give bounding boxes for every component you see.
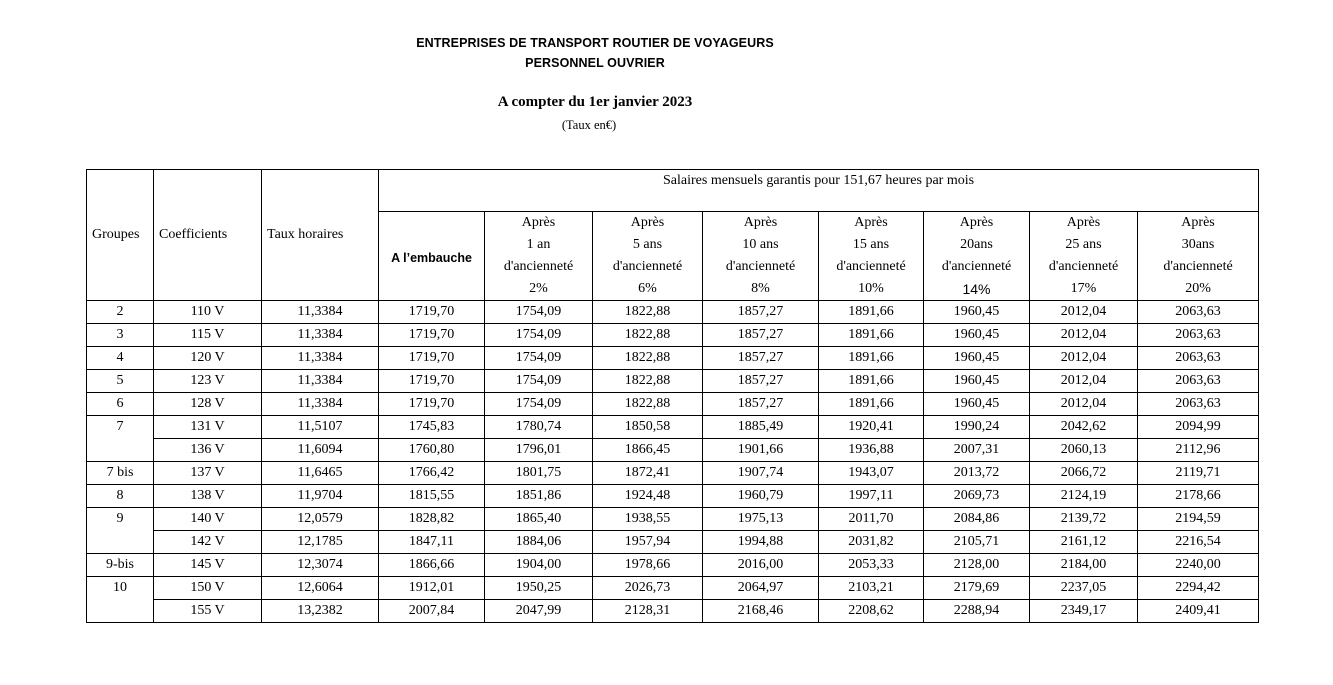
cell-groupe: 7 bis (87, 462, 154, 485)
header-step-apres: Après (593, 212, 703, 235)
cell-salaire-anciennete: 2042,62 (1030, 416, 1138, 439)
table-row (87, 508, 1259, 531)
salary-table-body (87, 301, 1259, 623)
cell-groupe: 9 (87, 508, 154, 531)
header-step-apres: Après (1030, 212, 1138, 235)
header-step-duration: 15 ans (819, 234, 924, 256)
salary-table (86, 169, 1259, 623)
header-step-percent: 8% (703, 278, 819, 301)
cell-salaire-anciennete: 1822,88 (593, 393, 703, 416)
cell-salaire-embauche: 1719,70 (379, 347, 485, 370)
cell-salaire-anciennete: 2128,00 (924, 554, 1030, 577)
cell-salaire-anciennete: 2012,04 (1030, 301, 1138, 324)
header-step-duration: 1 an (485, 234, 593, 256)
table-row (87, 462, 1259, 485)
cell-salaire-embauche: 1828,82 (379, 508, 485, 531)
header-step-anciennete: d'ancienneté (485, 256, 593, 278)
cell-salaire-anciennete: 1924,48 (593, 485, 703, 508)
cell-salaire-anciennete: 1754,09 (485, 301, 593, 324)
cell-salaire-embauche: 1760,80 (379, 439, 485, 462)
header-step-apres: Après (924, 212, 1030, 235)
effective-date-heading: A compter du 1er janvier 2023 (497, 94, 693, 110)
table-row (87, 347, 1259, 370)
cell-salaire-anciennete: 1754,09 (485, 347, 593, 370)
cell-salaire-anciennete: 2178,66 (1138, 485, 1259, 508)
document-subtitle: PERSONNEL OUVRIER (525, 56, 665, 70)
cell-salaire-anciennete: 1960,45 (924, 324, 1030, 347)
header-step-apres: Après (485, 212, 593, 235)
cell-groupe: 3 (87, 324, 154, 347)
cell-salaire-anciennete: 1891,66 (819, 301, 924, 324)
cell-salaire-anciennete: 2139,72 (1030, 508, 1138, 531)
cell-taux-horaire: 11,5107 (262, 416, 379, 439)
table-row (87, 416, 1259, 439)
cell-salaire-anciennete: 1857,27 (703, 324, 819, 347)
cell-groupe: 10 (87, 577, 154, 600)
cell-salaire-anciennete: 1990,24 (924, 416, 1030, 439)
cell-coefficient: 136 V (154, 439, 262, 462)
cell-taux-horaire: 12,6064 (262, 577, 379, 600)
cell-salaire-anciennete: 2128,31 (593, 600, 703, 623)
cell-salaire-anciennete: 2112,96 (1138, 439, 1259, 462)
cell-salaire-anciennete: 1857,27 (703, 301, 819, 324)
cell-salaire-anciennete: 2194,59 (1138, 508, 1259, 531)
cell-salaire-anciennete: 2288,94 (924, 600, 1030, 623)
cell-groupe (87, 439, 154, 462)
cell-salaire-anciennete: 2168,46 (703, 600, 819, 623)
cell-salaire-anciennete: 1754,09 (485, 324, 593, 347)
cell-salaire-anciennete: 2063,63 (1138, 370, 1259, 393)
cell-groupe: 9-bis (87, 554, 154, 577)
cell-groupe: 8 (87, 485, 154, 508)
cell-salaire-anciennete: 2066,72 (1030, 462, 1138, 485)
cell-salaire-anciennete: 2294,42 (1138, 577, 1259, 600)
cell-coefficient: 137 V (154, 462, 262, 485)
document-title: ENTREPRISES DE TRANSPORT ROUTIER DE VOYAGEURS (416, 36, 774, 50)
cell-taux-horaire: 12,3074 (262, 554, 379, 577)
cell-salaire-anciennete: 1872,41 (593, 462, 703, 485)
header-step-duration: 30ans (1138, 234, 1259, 256)
cell-salaire-embauche: 1719,70 (379, 393, 485, 416)
cell-salaire-anciennete: 2011,70 (819, 508, 924, 531)
cell-coefficient: 110 V (154, 301, 262, 324)
table-row (87, 554, 1259, 577)
cell-salaire-anciennete: 1822,88 (593, 370, 703, 393)
cell-salaire-anciennete: 1960,45 (924, 301, 1030, 324)
cell-salaire-anciennete: 1975,13 (703, 508, 819, 531)
cell-taux-horaire: 12,0579 (262, 508, 379, 531)
cell-salaire-embauche: 1719,70 (379, 370, 485, 393)
cell-salaire-anciennete: 1754,09 (485, 393, 593, 416)
cell-salaire-anciennete: 1857,27 (703, 347, 819, 370)
table-row (87, 301, 1259, 324)
cell-salaire-anciennete: 2161,12 (1030, 531, 1138, 554)
cell-salaire-anciennete: 1865,40 (485, 508, 593, 531)
cell-taux-horaire: 11,3384 (262, 370, 379, 393)
cell-salaire-anciennete: 2237,05 (1030, 577, 1138, 600)
header-taux-horaires: Taux horaires (262, 170, 379, 301)
cell-salaire-anciennete: 2084,86 (924, 508, 1030, 531)
cell-salaire-anciennete: 2026,73 (593, 577, 703, 600)
header-step-anciennete: d'ancienneté (819, 256, 924, 278)
cell-taux-horaire: 11,6094 (262, 439, 379, 462)
cell-salaire-anciennete: 2060,13 (1030, 439, 1138, 462)
cell-taux-horaire: 11,6465 (262, 462, 379, 485)
cell-salaire-anciennete: 2349,17 (1030, 600, 1138, 623)
cell-salaire-anciennete: 1950,25 (485, 577, 593, 600)
cell-salaire-anciennete: 1851,86 (485, 485, 593, 508)
cell-salaire-anciennete: 1943,07 (819, 462, 924, 485)
cell-coefficient: 131 V (154, 416, 262, 439)
cell-groupe: 4 (87, 347, 154, 370)
cell-salaire-anciennete: 2240,00 (1138, 554, 1259, 577)
table-row (87, 324, 1259, 347)
cell-salaire-anciennete: 2105,71 (924, 531, 1030, 554)
cell-taux-horaire: 11,3384 (262, 301, 379, 324)
cell-salaire-anciennete: 2063,63 (1138, 301, 1259, 324)
cell-salaire-anciennete: 1960,45 (924, 347, 1030, 370)
cell-salaire-anciennete: 2012,04 (1030, 393, 1138, 416)
cell-salaire-anciennete: 2064,97 (703, 577, 819, 600)
cell-salaire-embauche: 1847,11 (379, 531, 485, 554)
cell-salaire-anciennete: 2063,63 (1138, 324, 1259, 347)
cell-salaire-anciennete: 2179,69 (924, 577, 1030, 600)
table-row (87, 439, 1259, 462)
cell-salaire-anciennete: 1822,88 (593, 324, 703, 347)
cell-salaire-anciennete: 2016,00 (703, 554, 819, 577)
cell-salaire-anciennete: 2063,63 (1138, 393, 1259, 416)
cell-salaire-anciennete: 2013,72 (924, 462, 1030, 485)
cell-salaire-anciennete: 1891,66 (819, 370, 924, 393)
cell-salaire-anciennete: 1960,79 (703, 485, 819, 508)
cell-salaire-anciennete: 1997,11 (819, 485, 924, 508)
cell-salaire-anciennete: 2047,99 (485, 600, 593, 623)
cell-salaire-anciennete: 2069,73 (924, 485, 1030, 508)
cell-salaire-embauche: 1719,70 (379, 301, 485, 324)
cell-salaire-anciennete: 2012,04 (1030, 324, 1138, 347)
cell-salaire-anciennete: 1780,74 (485, 416, 593, 439)
header-step-apres: Après (703, 212, 819, 235)
header-step-duration: 5 ans (593, 234, 703, 256)
header-step-duration: 10 ans (703, 234, 819, 256)
cell-salaire-anciennete: 1891,66 (819, 393, 924, 416)
cell-salaire-anciennete: 1904,00 (485, 554, 593, 577)
cell-salaire-embauche: 1745,83 (379, 416, 485, 439)
cell-taux-horaire: 11,9704 (262, 485, 379, 508)
cell-salaire-anciennete: 2053,33 (819, 554, 924, 577)
cell-coefficient: 140 V (154, 508, 262, 531)
cell-salaire-anciennete: 2124,19 (1030, 485, 1138, 508)
cell-salaire-anciennete: 1866,45 (593, 439, 703, 462)
cell-coefficient: 150 V (154, 577, 262, 600)
cell-salaire-anciennete: 1891,66 (819, 324, 924, 347)
table-row (87, 531, 1259, 554)
cell-salaire-anciennete: 1938,55 (593, 508, 703, 531)
header-coefficients: Coefficients (154, 170, 262, 301)
cell-salaire-anciennete: 1901,66 (703, 439, 819, 462)
header-step-duration: 20ans (924, 234, 1030, 256)
header-step-anciennete: d'ancienneté (1138, 256, 1259, 278)
cell-coefficient: 155 V (154, 600, 262, 623)
header-step-percent: 2% (485, 278, 593, 301)
cell-groupe (87, 600, 154, 623)
cell-taux-horaire: 12,1785 (262, 531, 379, 554)
header-step-duration: 25 ans (1030, 234, 1138, 256)
cell-salaire-embauche: 1912,01 (379, 577, 485, 600)
cell-salaire-anciennete: 1994,88 (703, 531, 819, 554)
cell-salaire-anciennete: 1857,27 (703, 393, 819, 416)
cell-groupe: 7 (87, 416, 154, 439)
cell-coefficient: 115 V (154, 324, 262, 347)
cell-salaire-anciennete: 1936,88 (819, 439, 924, 462)
cell-coefficient: 123 V (154, 370, 262, 393)
cell-salaire-anciennete: 1960,45 (924, 393, 1030, 416)
cell-groupe: 2 (87, 301, 154, 324)
cell-groupe (87, 531, 154, 554)
cell-taux-horaire: 11,3384 (262, 393, 379, 416)
cell-salaire-anciennete: 1957,94 (593, 531, 703, 554)
table-row (87, 577, 1259, 600)
header-step-percent: 6% (593, 278, 703, 301)
header-step-anciennete: d'ancienneté (593, 256, 703, 278)
cell-salaire-anciennete: 2031,82 (819, 531, 924, 554)
header-step-percent: 10% (819, 278, 924, 301)
cell-groupe: 5 (87, 370, 154, 393)
cell-salaire-anciennete: 2216,54 (1138, 531, 1259, 554)
cell-salaire-anciennete: 2409,41 (1138, 600, 1259, 623)
header-salary-span: Salaires mensuels garantis pour 151,67 heures par mois (379, 170, 1259, 212)
header-step-apres: Après (819, 212, 924, 235)
cell-salaire-embauche: 1866,66 (379, 554, 485, 577)
cell-coefficient: 142 V (154, 531, 262, 554)
table-row (87, 485, 1259, 508)
cell-salaire-anciennete: 1960,45 (924, 370, 1030, 393)
cell-salaire-anciennete: 1754,09 (485, 370, 593, 393)
cell-salaire-anciennete: 1885,49 (703, 416, 819, 439)
cell-taux-horaire: 11,3384 (262, 324, 379, 347)
header-embauche: A l’embauche (379, 212, 485, 301)
cell-salaire-anciennete: 1978,66 (593, 554, 703, 577)
cell-salaire-anciennete: 2094,99 (1138, 416, 1259, 439)
cell-salaire-embauche: 1815,55 (379, 485, 485, 508)
cell-coefficient: 120 V (154, 347, 262, 370)
cell-taux-horaire: 13,2382 (262, 600, 379, 623)
cell-salaire-anciennete: 2012,04 (1030, 370, 1138, 393)
cell-salaire-anciennete: 1920,41 (819, 416, 924, 439)
currency-note: (Taux en€) (561, 118, 617, 132)
cell-salaire-anciennete: 2119,71 (1138, 462, 1259, 485)
header-step-anciennete: d'ancienneté (703, 256, 819, 278)
cell-salaire-anciennete: 1857,27 (703, 370, 819, 393)
cell-coefficient: 128 V (154, 393, 262, 416)
cell-taux-horaire: 11,3384 (262, 347, 379, 370)
header-step-percent: 17% (1030, 278, 1138, 301)
cell-salaire-anciennete: 2103,21 (819, 577, 924, 600)
table-row (87, 370, 1259, 393)
cell-salaire-anciennete: 1801,75 (485, 462, 593, 485)
cell-salaire-anciennete: 1850,58 (593, 416, 703, 439)
cell-salaire-anciennete: 1884,06 (485, 531, 593, 554)
cell-salaire-anciennete: 1907,74 (703, 462, 819, 485)
cell-salaire-anciennete: 2208,62 (819, 600, 924, 623)
cell-salaire-embauche: 1719,70 (379, 324, 485, 347)
header-step-anciennete: d'ancienneté (924, 256, 1030, 278)
header-groupes: Groupes (87, 170, 154, 301)
cell-salaire-anciennete: 1796,01 (485, 439, 593, 462)
cell-groupe: 6 (87, 393, 154, 416)
cell-salaire-anciennete: 2012,04 (1030, 347, 1138, 370)
cell-salaire-embauche: 1766,42 (379, 462, 485, 485)
cell-coefficient: 138 V (154, 485, 262, 508)
cell-salaire-anciennete: 1822,88 (593, 347, 703, 370)
header-step-apres: Après (1138, 212, 1259, 235)
cell-salaire-anciennete: 1891,66 (819, 347, 924, 370)
cell-salaire-anciennete: 1822,88 (593, 301, 703, 324)
cell-salaire-anciennete: 2063,63 (1138, 347, 1259, 370)
cell-salaire-anciennete: 2184,00 (1030, 554, 1138, 577)
header-step-anciennete: d'ancienneté (1030, 256, 1138, 278)
table-row (87, 393, 1259, 416)
header-step-percent: 14% (924, 278, 1030, 301)
table-row (87, 600, 1259, 623)
header-step-percent: 20% (1138, 278, 1259, 301)
cell-salaire-anciennete: 2007,31 (924, 439, 1030, 462)
cell-coefficient: 145 V (154, 554, 262, 577)
cell-salaire-embauche: 2007,84 (379, 600, 485, 623)
